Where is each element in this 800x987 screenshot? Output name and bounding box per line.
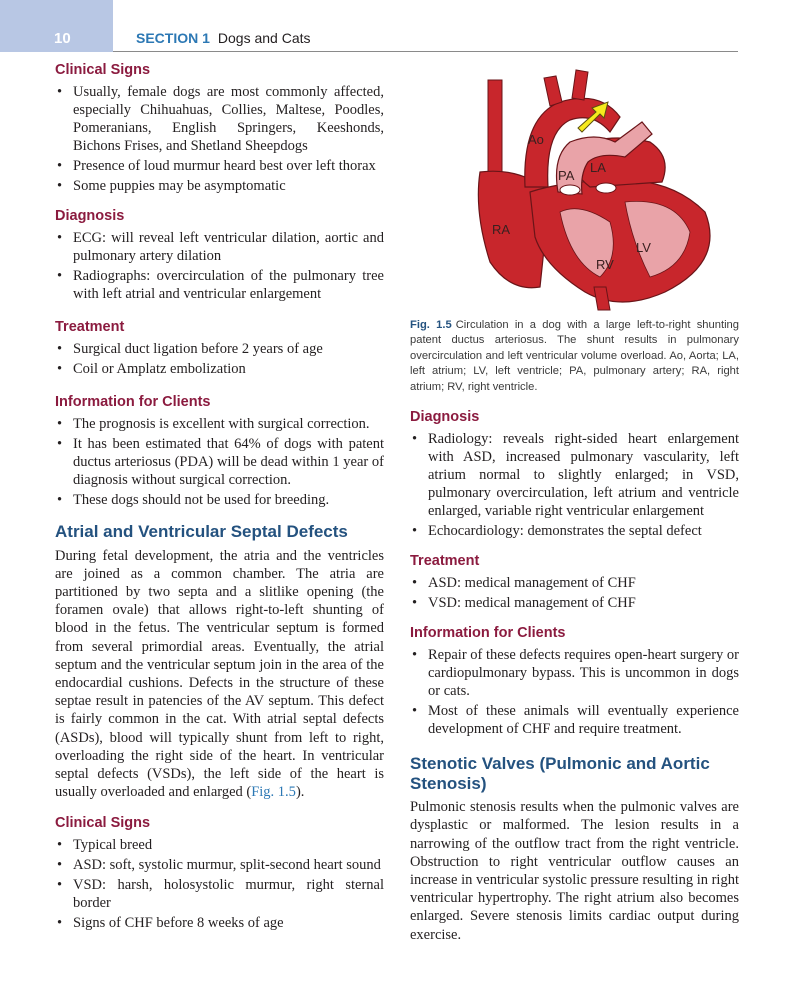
heading-treatment-2: Treatment — [410, 553, 480, 570]
label-lv: LV — [636, 240, 651, 255]
left-column — [55, 62, 384, 934]
list-item: • ECG: will reveal left ventricular dilation, aortic and pulmonary artery dilation — [55, 229, 384, 265]
aorta-branch-shape — [544, 76, 562, 106]
treatment-list — [55, 340, 384, 378]
figure-reference-link[interactable]: Fig. 1.5 — [251, 784, 296, 801]
list-item: • Signs of CHF before 8 weeks of age — [55, 914, 384, 932]
septal-defects-paragraph — [55, 547, 384, 802]
label-rv: RV — [596, 257, 614, 272]
list-item: • Presence of loud murmur heard best over left thorax — [55, 157, 384, 175]
figure-heart-diagram — [410, 62, 739, 312]
label-la: LA — [590, 160, 606, 175]
diagnosis-2-list — [410, 430, 739, 540]
list-item: • ASD: medical management of CHF — [410, 574, 739, 592]
heading-stenotic-valves: Stenotic Valves (Pulmonic and Aortic Stenosis) — [410, 754, 710, 793]
heading-septal-defects: Atrial and Ventricular Septal Defects — [55, 522, 348, 541]
vena-cava-shape — [488, 80, 502, 172]
clinical-signs-list — [55, 83, 384, 195]
list-item: • Some puppies may be asymptomatic — [55, 177, 384, 195]
list-item: • Echocardiology: demonstrates the septal defect — [410, 522, 739, 540]
list-item: • Radiology: reveals right-sided heart enlargement with ASD, increased pulmonary vascularity, left atrium normal to slightly enlarged; in VSD, pulmonary overcirculation, left atrium and ventricle enlarged, variable right ventricular enlargement — [410, 430, 739, 520]
list-item: • It has been estimated that 64% of dogs with patent ductus arteriosus (PDA) will be dead within 1 year of diagnosis without surgical correction. — [55, 435, 384, 489]
heading-information-for-clients-2: Information for Clients — [410, 625, 566, 642]
heading-clinical-signs: Clinical Signs — [55, 62, 151, 78]
heading-information-for-clients: Information for Clients — [55, 394, 211, 410]
treatment-2-list — [410, 574, 739, 612]
heading-diagnosis: Diagnosis — [55, 208, 125, 224]
label-ao: Ao — [528, 132, 544, 147]
right-column — [410, 62, 739, 944]
heart-illustration — [410, 62, 739, 312]
figure-caption — [410, 318, 739, 395]
list-item: • Most of these animals will eventually experience development of CHF and require treatment. — [410, 702, 739, 738]
information-for-clients-2-list — [410, 646, 739, 738]
figure-caption-label: Fig. 1.5 — [410, 319, 452, 331]
running-head — [136, 30, 311, 46]
label-pa: PA — [558, 168, 575, 183]
page-number: 10 — [54, 30, 71, 47]
section-label: SECTION 1 — [136, 30, 210, 46]
stenotic-valves-paragraph: Pulmonic stenosis results when the pulmonic valves are dysplastic or malformed. The lesion results in a narrowing of the outflow tract from the right ventricle. Obstruction to right ventricular outflow causes an increase in ventricular systolic pressure resulting in right ventricular hypertrophy. The right atrium also becomes enlarged. Severe stenosis limits cardiac output during exercise. — [410, 799, 739, 943]
list-item: • The prognosis is excellent with surgical correction. — [55, 415, 384, 433]
list-item: • Surgical duct ligation before 2 years of age — [55, 340, 384, 358]
septal-text-end: ). — [295, 784, 305, 801]
information-for-clients-list — [55, 415, 384, 509]
valve-shape — [560, 185, 580, 195]
list-item: • Radiographs: overcirculation of the pulmonary tree with left atrial and ventricular enlargement — [55, 267, 384, 303]
clinical-signs-2-list — [55, 836, 384, 932]
list-item: • Typical breed — [55, 836, 384, 854]
aorta-branch-shape — [572, 70, 588, 100]
valve-shape — [596, 183, 616, 193]
septal-text: During fetal development, the atria and the ventricles are joined as a common chamber. The atria are partitioned by two septa and a slitlike opening (the foramen ovale) that allows right-to-left shunting of blood in the fetus. The ventricular septum is formed from several primordial areas. Eventually, the atrial septum and the ventricular septum join in the area of the endocardial cushions. Defects in the structure of these septae result in patencies of the AV septum. This defect is fairly common in the cat. With atrial septal defects (ASDs), blood will typically shunt from left to right, overloading the right side of the heart. In ventricular septal defects (VSDs), the left side of the heart is usually overloaded and enlarged ( — [55, 547, 384, 801]
list-item: • Usually, female dogs are most commonly affected, especially Chihuahuas, Collies, Maltese, Poodles, Pomeranians, English Springers, Keeshonds, Bichons Frises, and Shetland Sheepdogs — [55, 83, 384, 155]
list-item: • Repair of these defects requires open-heart surgery or cardiopulmonary bypass. This is uncommon in dogs or cats. — [410, 646, 739, 700]
heading-clinical-signs-2: Clinical Signs — [55, 815, 151, 832]
list-item: • Coil or Amplatz embolization — [55, 360, 384, 378]
label-ra: RA — [492, 222, 511, 237]
header-rule — [113, 51, 738, 52]
list-item: • These dogs should not be used for breeding. — [55, 491, 384, 509]
diagnosis-list — [55, 229, 384, 303]
list-item: • VSD: harsh, holosystolic murmur, right sternal border — [55, 876, 384, 912]
list-item: • ASD: soft, systolic murmur, split-second heart sound — [55, 856, 384, 874]
section-title: Dogs and Cats — [217, 30, 311, 46]
list-item: • VSD: medical management of CHF — [410, 594, 739, 612]
figure-caption-text: Circulation in a dog with a large left-to-right shunting patent ductus arteriosus. The shunt results in pulmonary overcirculation and left ventricular volume overload. Ao, Aorta; LA, left atrium; LV, left ventricle; PA, pulmonary artery; RA, right atrium; RV, right ventricle. — [410, 319, 739, 393]
heading-treatment: Treatment — [55, 319, 125, 335]
heading-diagnosis-2: Diagnosis — [410, 409, 480, 426]
